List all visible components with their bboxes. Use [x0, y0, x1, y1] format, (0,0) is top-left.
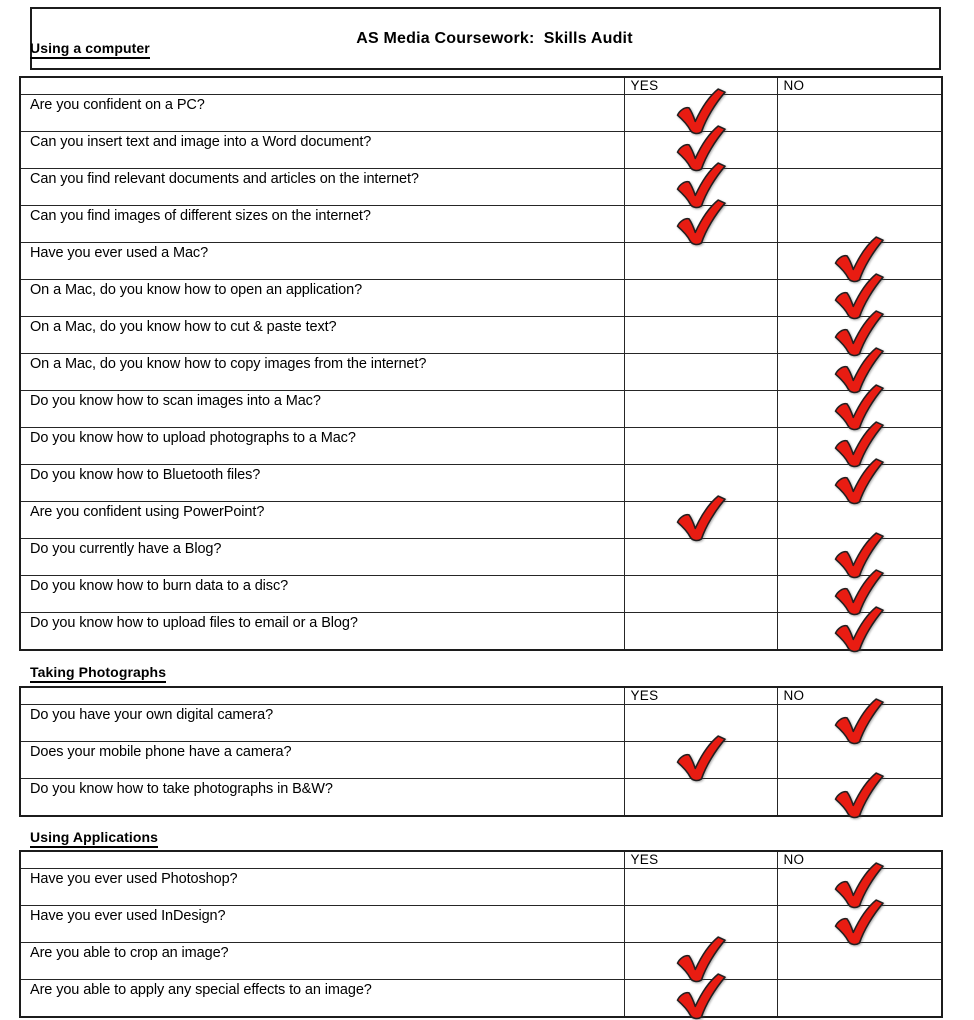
- check-icon: [830, 347, 888, 394]
- answer-check: [830, 698, 888, 745]
- question-text: Have you ever used Photoshop?: [20, 869, 624, 906]
- section-heading-using-a-computer: [30, 40, 150, 59]
- question-row: [20, 742, 942, 779]
- yes-answer-cell: [624, 576, 777, 613]
- table-body: [20, 95, 942, 650]
- no-answer-cell: [777, 576, 942, 613]
- answer-check: [830, 458, 888, 505]
- check-icon: [830, 569, 888, 616]
- no-answer-cell: [777, 354, 942, 391]
- check-icon: [672, 125, 730, 172]
- check-icon: [830, 698, 888, 745]
- table-header-row: [20, 77, 942, 95]
- header-yes-label: YES: [624, 851, 777, 869]
- check-icon: [830, 606, 888, 653]
- question-row: [20, 906, 942, 943]
- answer-check: [830, 273, 888, 320]
- header-question-cell: [20, 77, 624, 95]
- document-title-box: [30, 7, 941, 70]
- question-row: [20, 465, 942, 502]
- yes-answer-cell: [624, 539, 777, 576]
- no-answer-cell: [777, 539, 942, 576]
- section-heading-label: Taking Photographs: [30, 664, 166, 683]
- no-answer-cell: [777, 502, 942, 539]
- check-icon: [830, 384, 888, 431]
- no-answer-cell: [777, 169, 942, 206]
- check-icon: [830, 236, 888, 283]
- header-no-label: NO: [777, 851, 942, 869]
- question-row: [20, 391, 942, 428]
- no-answer-cell: [777, 980, 942, 1017]
- question-text: Can you find images of different sizes on the internet?: [20, 206, 624, 243]
- question-row: [20, 169, 942, 206]
- no-answer-cell: [777, 243, 942, 280]
- check-icon: [672, 88, 730, 135]
- yes-answer-cell: [624, 465, 777, 502]
- answer-check: [672, 199, 730, 246]
- question-row: [20, 943, 942, 980]
- yes-answer-cell: [624, 354, 777, 391]
- question-row: [20, 980, 942, 1017]
- question-text: Are you able to crop an image?: [20, 943, 624, 980]
- answer-check: [830, 862, 888, 909]
- section-heading-label: Using a computer: [30, 40, 150, 59]
- no-answer-cell: [777, 779, 942, 816]
- header-question-cell: [20, 851, 624, 869]
- answer-check: [672, 88, 730, 135]
- header-question-cell: [20, 687, 624, 705]
- check-icon: [672, 199, 730, 246]
- yes-answer-cell: [624, 243, 777, 280]
- no-answer-cell: [777, 943, 942, 980]
- check-icon: [830, 273, 888, 320]
- question-text: Do you currently have a Blog?: [20, 539, 624, 576]
- answer-check: [830, 347, 888, 394]
- yes-answer-cell: [624, 906, 777, 943]
- question-text: Can you insert text and image into a Word document?: [20, 132, 624, 169]
- yes-answer-cell: [624, 943, 777, 980]
- answer-check: [830, 310, 888, 357]
- question-text: Do you know how to upload photographs to a Mac?: [20, 428, 624, 465]
- answer-check: [830, 606, 888, 653]
- question-row: [20, 576, 942, 613]
- check-icon: [672, 936, 730, 983]
- question-text: Does your mobile phone have a camera?: [20, 742, 624, 779]
- check-icon: [830, 532, 888, 579]
- answer-check: [830, 569, 888, 616]
- question-text: Do you have your own digital camera?: [20, 705, 624, 742]
- question-text: Have you ever used InDesign?: [20, 906, 624, 943]
- question-row: [20, 705, 942, 742]
- question-text: Do you know how to scan images into a Mac?: [20, 391, 624, 428]
- skills-table-using-a-computer: [19, 76, 943, 651]
- check-icon: [830, 458, 888, 505]
- answer-check: [672, 162, 730, 209]
- check-icon: [672, 495, 730, 542]
- question-row: [20, 317, 942, 354]
- question-text: Can you find relevant documents and articles on the internet?: [20, 169, 624, 206]
- check-icon: [672, 973, 730, 1020]
- yes-answer-cell: [624, 95, 777, 132]
- yes-answer-cell: [624, 869, 777, 906]
- question-text: Are you confident on a PC?: [20, 95, 624, 132]
- check-icon: [830, 899, 888, 946]
- no-answer-cell: [777, 742, 942, 779]
- no-answer-cell: [777, 317, 942, 354]
- section-heading-label: Using Applications: [30, 829, 158, 848]
- no-answer-cell: [777, 428, 942, 465]
- answer-check: [672, 973, 730, 1020]
- yes-answer-cell: [624, 705, 777, 742]
- answer-check: [830, 532, 888, 579]
- header-yes-label: YES: [624, 687, 777, 705]
- question-text: Do you know how to burn data to a disc?: [20, 576, 624, 613]
- no-answer-cell: [777, 705, 942, 742]
- yes-answer-cell: [624, 613, 777, 650]
- answer-check: [830, 772, 888, 819]
- answer-check: [830, 421, 888, 468]
- yes-answer-cell: [624, 391, 777, 428]
- check-icon: [830, 421, 888, 468]
- section-heading-using-applications: [30, 829, 158, 848]
- question-row: [20, 206, 942, 243]
- answer-check: [672, 125, 730, 172]
- check-icon: [672, 162, 730, 209]
- table-header-row: [20, 687, 942, 705]
- question-row: [20, 502, 942, 539]
- check-icon: [830, 772, 888, 819]
- question-text: On a Mac, do you know how to cut & paste text?: [20, 317, 624, 354]
- check-icon: [672, 735, 730, 782]
- no-answer-cell: [777, 869, 942, 906]
- yes-answer-cell: [624, 779, 777, 816]
- yes-answer-cell: [624, 132, 777, 169]
- table-header-row: [20, 851, 942, 869]
- answer-check: [830, 899, 888, 946]
- check-icon: [830, 310, 888, 357]
- yes-answer-cell: [624, 169, 777, 206]
- skills-table-using-applications: [19, 850, 943, 1018]
- question-text: Are you able to apply any special effects to an image?: [20, 980, 624, 1017]
- no-answer-cell: [777, 132, 942, 169]
- question-row: [20, 428, 942, 465]
- question-row: [20, 613, 942, 650]
- answer-check: [830, 384, 888, 431]
- yes-answer-cell: [624, 317, 777, 354]
- question-row: [20, 132, 942, 169]
- yes-answer-cell: [624, 206, 777, 243]
- no-answer-cell: [777, 391, 942, 428]
- no-answer-cell: [777, 95, 942, 132]
- answer-check: [830, 236, 888, 283]
- no-answer-cell: [777, 906, 942, 943]
- question-text: Are you confident using PowerPoint?: [20, 502, 624, 539]
- header-no-label: NO: [777, 77, 942, 95]
- no-answer-cell: [777, 613, 942, 650]
- no-answer-cell: [777, 465, 942, 502]
- table-body: [20, 869, 942, 1017]
- table-body: [20, 705, 942, 816]
- question-row: [20, 243, 942, 280]
- header-no-label: NO: [777, 687, 942, 705]
- question-text: Do you know how to Bluetooth files?: [20, 465, 624, 502]
- question-text: Do you know how to take photographs in B&W?: [20, 779, 624, 816]
- question-text: On a Mac, do you know how to open an application?: [20, 280, 624, 317]
- question-row: [20, 354, 942, 391]
- no-answer-cell: [777, 280, 942, 317]
- section-heading-taking-photographs: [30, 664, 166, 683]
- question-text: Have you ever used a Mac?: [20, 243, 624, 280]
- no-answer-cell: [777, 206, 942, 243]
- check-icon: [830, 862, 888, 909]
- answer-check: [672, 936, 730, 983]
- question-row: [20, 869, 942, 906]
- header-yes-label: YES: [624, 77, 777, 95]
- question-row: [20, 280, 942, 317]
- yes-answer-cell: [624, 742, 777, 779]
- question-text: On a Mac, do you know how to copy images from the internet?: [20, 354, 624, 391]
- skills-table-taking-photographs: [19, 686, 943, 817]
- yes-answer-cell: [624, 280, 777, 317]
- yes-answer-cell: [624, 502, 777, 539]
- question-row: [20, 539, 942, 576]
- question-row: [20, 95, 942, 132]
- document-title: AS Media Coursework: Skills Audit: [356, 30, 633, 47]
- question-row: [20, 779, 942, 816]
- answer-check: [672, 735, 730, 782]
- yes-answer-cell: [624, 428, 777, 465]
- question-text: Do you know how to upload files to email or a Blog?: [20, 613, 624, 650]
- yes-answer-cell: [624, 980, 777, 1017]
- answer-check: [672, 495, 730, 542]
